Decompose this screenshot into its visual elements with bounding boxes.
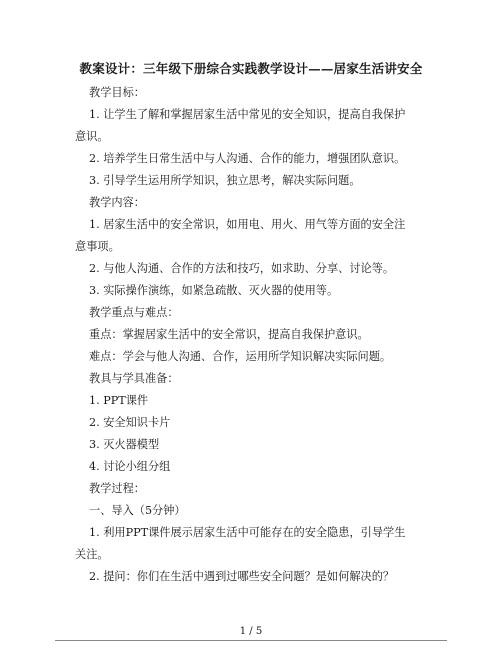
document-body — [75, 82, 429, 588]
text-line: 3. 实际操作演练，如紧急疏散、灭火器的使用等。 — [89, 284, 339, 297]
text-line: 教学内容： — [89, 196, 145, 209]
text-line: 3. 灭火器模型 — [89, 438, 160, 451]
text-line: 教学重点与难点： — [89, 306, 179, 319]
text-line: 2. 培养学生日常生活中与人沟通、合作的能力，增强团队意识。 — [89, 152, 406, 165]
text-line: 一、导入（5分钟） — [89, 504, 186, 517]
text-line: 3. 引导学生运用所学知识，独立思考，解决实际问题。 — [89, 174, 361, 187]
text-line: 4. 讨论小组分组 — [89, 460, 171, 473]
text-line: 1. PPT课件 — [89, 394, 149, 407]
text-line: 教具与学具准备： — [89, 372, 179, 385]
text-line: 意事项。 — [75, 240, 120, 253]
text-line: 重点：掌握居家生活中的安全常识，提高自我保护意识。 — [89, 328, 369, 341]
footer-divider — [55, 640, 447, 641]
text-line: 2. 与他人沟通、合作的方法和技巧，如求助、分享、讨论等。 — [89, 262, 395, 275]
text-line: 教学目标： — [89, 86, 145, 99]
page-number: 1 / 5 — [239, 626, 263, 637]
page-title: 教案设计：三年级下册综合实践教学设计——居家生活讲安全 — [79, 61, 423, 76]
text-line: 1. 居家生活中的安全常识，如用电、用火、用气等方面的安全注 — [89, 218, 406, 231]
text-line: 1. 让学生了解和掌握居家生活中常见的安全知识，提高自我保护 — [89, 108, 406, 121]
text-line: 2. 提问：你们在生活中遇到过哪些安全问题？是如何解决的？ — [89, 570, 395, 583]
text-line: 1. 利用PPT课件展示居家生活中可能存在的安全隐患，引导学生 — [89, 526, 406, 539]
text-line: 难点：学会与他人沟通、合作，运用所学知识解决实际问题。 — [89, 350, 392, 363]
text-line: 2. 安全知识卡片 — [89, 416, 171, 429]
text-line: 意识。 — [75, 130, 109, 143]
text-line: 教学过程： — [89, 482, 145, 495]
text-line: 关注。 — [75, 548, 109, 561]
